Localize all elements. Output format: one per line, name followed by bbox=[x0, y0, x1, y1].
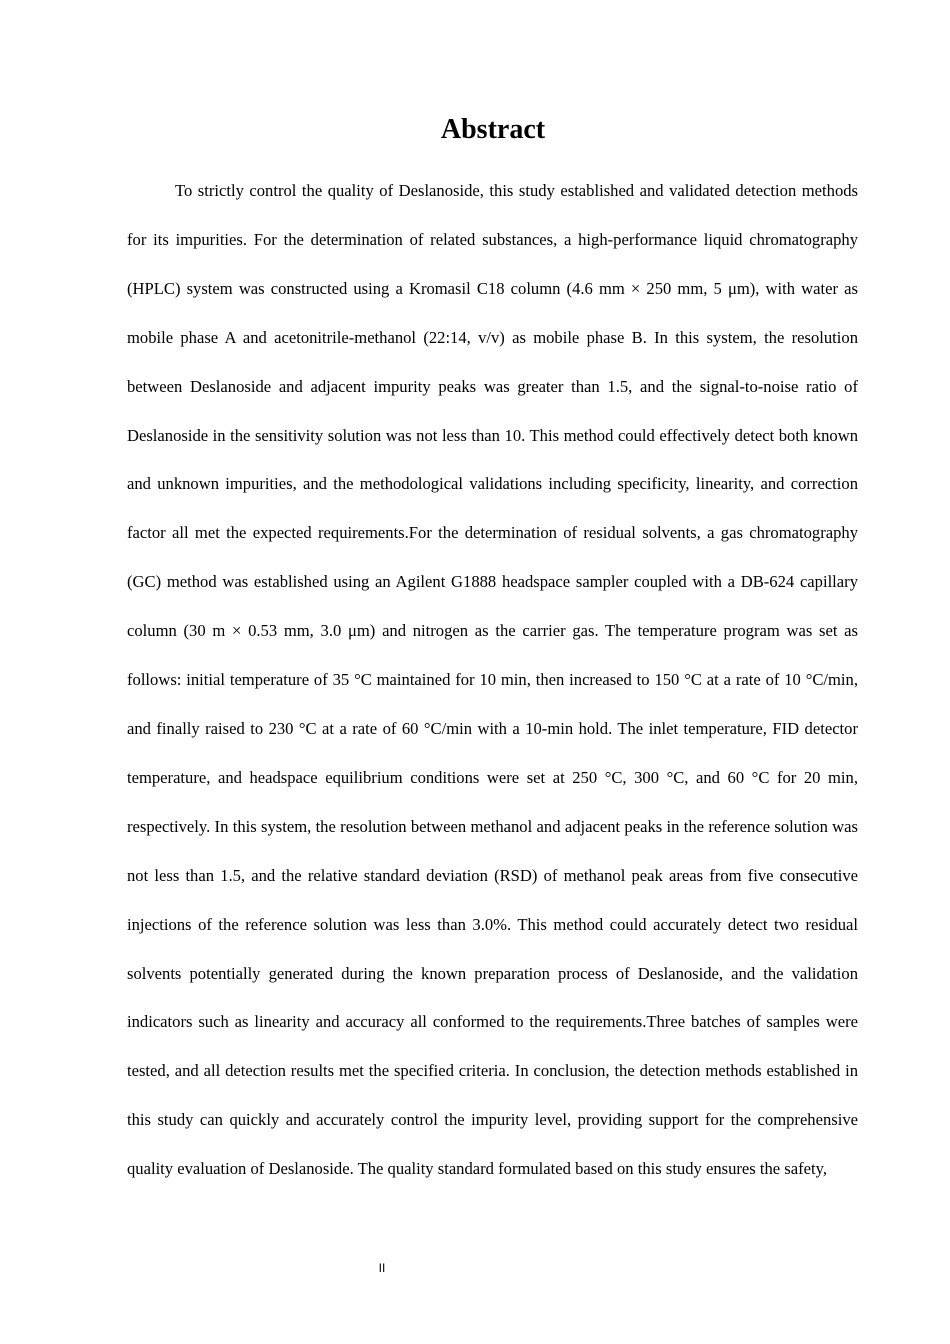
page-number: II bbox=[378, 1261, 386, 1275]
abstract-title: Abstract bbox=[440, 114, 546, 145]
abstract-paragraph: To strictly control the quality of Deslanoside, this study established and validated detection methods for its impurities. For the determination of related substances, a high-performance liquid chromatography (HPLC) system was constructed using a Kromasil C18 column (4.6 mm × 250 mm, 5 μm), with water as mobile phase A and acetonitrile-methanol (22:14, v/v) as mobile phase B. In this system, the resolution between Deslanoside and adjacent impurity peaks was greater than 1.5, and the signal-to-noise ratio of Deslanoside in the sensitivity solution was not less than 10. This method could effectively detect both known and unknown impurities, and the methodological validations including specificity, linearity, and correction factor all met the expected requirements.For the determination of residual solvents, a gas chromatography (GC) method was established using an Agilent G1888 headspace sampler coupled with a DB-624 capillary column (30 m × 0.53 mm, 3.0 μm) and nitrogen as the carrier gas. The temperature program was set as follows: initial temperature of 35 °C maintained for 10 min, then increased to 150 °C at a rate of 10 °C/min, and finally raised to 230 °C at a rate of 60 °C/min with a 10-min hold. The inlet temperature, FID detector temperature, and headspace equilibrium conditions were set at 250 °C, 300 °C, and 60 °C for 20 min, respectively. In this system, the resolution between methanol and adjacent peaks in the reference solution was not less than 1.5, and the relative standard deviation (RSD) of methanol peak areas from five consecutive injections of the reference solution was less than 3.0%. This method could accurately detect two residual solvents potentially generated during the known preparation process of Deslanoside, and the validation indicators such as linearity and accuracy all conformed to the requirements.Three batches of samples were tested, and all detection results met the specified criteria. In conclusion, the detection methods established in this study can quickly and accurately control the impurity level, providing support for the comprehensive quality evaluation of Deslanoside. The quality standard formulated based on this study ensures the safety, bbox=[127, 181, 858, 1179]
